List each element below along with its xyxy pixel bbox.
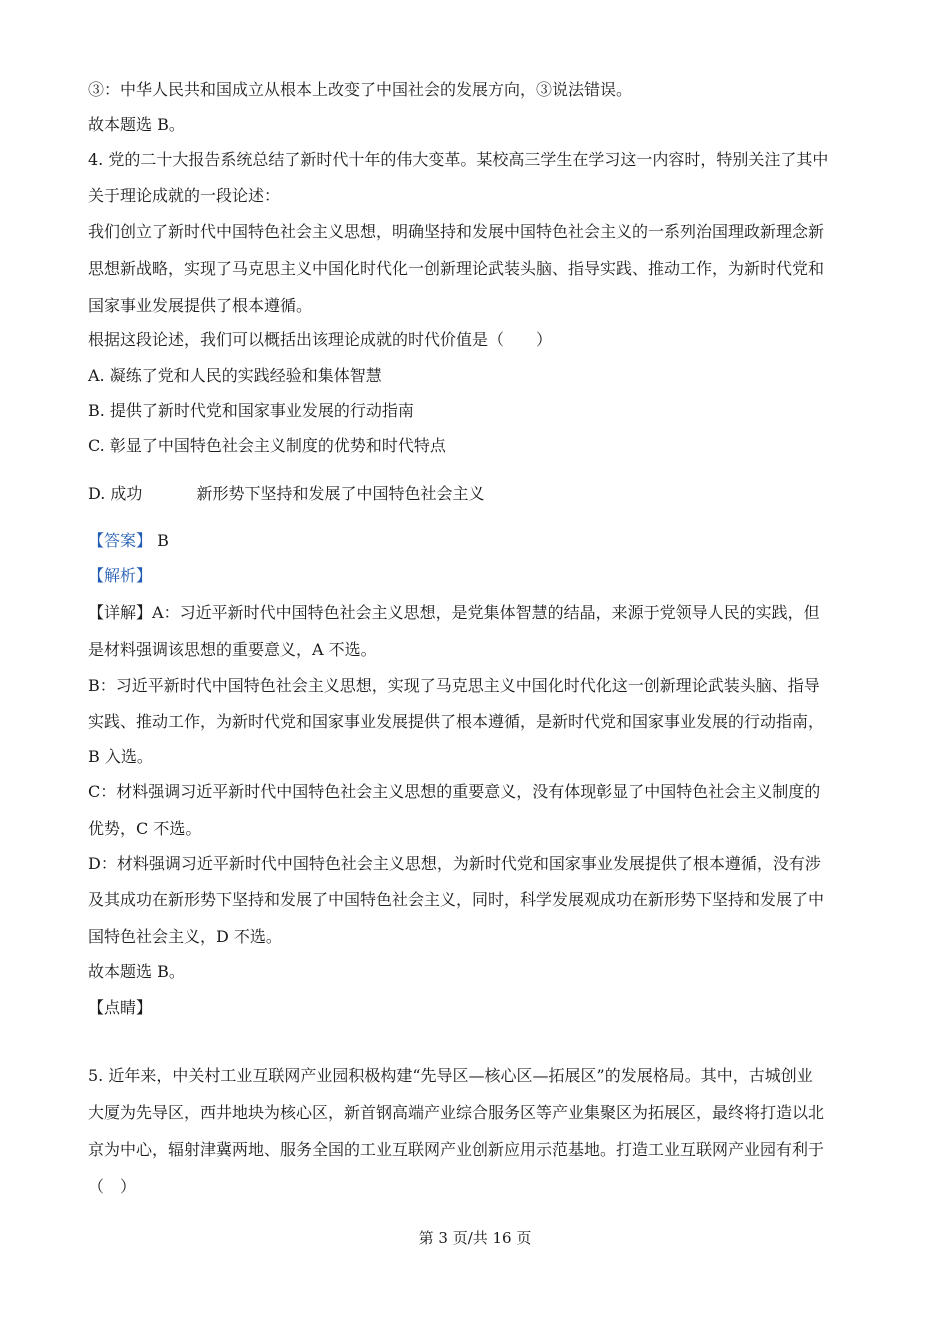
detail-line-4: 实践、推动工作，为新时代党和国家事业发展提供了根本遵循，是新时代党和国家事业发展的行动指南， — [88, 712, 825, 731]
detail-line-1 — [88, 603, 820, 623]
detail-text: A：习近平新时代中国特色社会主义思想，是党集体智慧的结晶，来源于党领导人民的实践，但 — [152, 603, 820, 622]
q5-stem-line-3: 京为中心，辐射津冀两地、服务全国的工业互联网产业创新应用示范基地。打造工业互联网产业园有利于 — [88, 1140, 825, 1159]
q4-quote-line-1: 我们创立了新时代中国特色社会主义思想，明确坚持和发展中国特色社会主义的一系列治国理政新理念新 — [88, 222, 825, 241]
detail-line-11: 故本题选 B。 — [88, 962, 185, 981]
q4-stem-line-2: 关于理论成就的一段论述： — [88, 186, 281, 205]
detail-line-3: B：习近平新时代中国特色社会主义思想，实现了马克思主义中国化时代化这一创新理论武装头脑、指导 — [88, 676, 820, 695]
q4-quote-line-3: 国家事业发展提供了根本遵循。 — [88, 296, 313, 315]
q4-quote-line-2: 思想新战略，实现了马克思主义中国化时代化一创新理论武装头脑、指导实践、推动工作，为新时代党和 — [88, 259, 825, 278]
page-footer: 第 3 页/共 16 页 — [418, 1229, 532, 1247]
detail-line-5: B 入选。 — [88, 747, 153, 766]
prev-analysis-line: ③：中华人民共和国成立从根本上改变了中国社会的发展方向，③说法错误。 — [88, 80, 633, 99]
analysis-tag: 【解析】 — [88, 566, 153, 585]
answer-value: B — [157, 531, 169, 550]
q5-stem-line-4: （ ） — [88, 1177, 137, 1196]
q4-option-d-rest: 新形势下坚持和发展了中国特色社会主义 — [196, 484, 485, 503]
detail-line-7: 优势，C 不选。 — [88, 819, 202, 838]
detail-tag: 【详解】 — [88, 603, 153, 622]
q4-option-a: A. 凝练了党和人民的实践经验和集体智慧 — [88, 366, 382, 385]
q4-option-d-prefix: D. 成功 — [88, 484, 143, 503]
detail-line-8: D：材料强调习近平新时代中国特色社会主义思想，为新时代党和国家事业发展提供了根本遵循，没有涉 — [88, 854, 821, 873]
comment-tag: 【点睛】 — [88, 998, 153, 1017]
detail-line-2: 是材料强调该思想的重要意义，A 不选。 — [88, 640, 377, 659]
detail-line-10: 国特色社会主义，D 不选。 — [88, 927, 282, 946]
q4-question: 根据这段论述，我们可以概括出该理论成就的时代价值是（ ） — [88, 330, 553, 349]
q4-option-d — [88, 484, 484, 504]
q4-option-b: B. 提供了新时代党和国家事业发展的行动指南 — [88, 401, 414, 420]
detail-line-6: C：材料强调习近平新时代中国特色社会主义思想的重要意义，没有体现彰显了中国特色社会主义制度的 — [88, 782, 821, 801]
q4-stem-line-1: 4. 党的二十大报告系统总结了新时代十年的伟大变革。某校高三学生在学习这一内容时，特别关注了其中 — [88, 150, 829, 169]
q5-stem-line-2: 大厦为先导区，西井地块为核心区，新首钢高端产业综合服务区等产业集聚区为拓展区，最终将打造以北 — [88, 1103, 825, 1122]
q4-option-c: C. 彰显了中国特色社会主义制度的优势和时代特点 — [88, 436, 446, 455]
q5-stem-line-1: 5. 近年来，中关村工业互联网产业园积极构建“先导区—核心区—拓展区”的发展格局。其中，古城创业 — [88, 1066, 813, 1085]
prev-conclusion: 故本题选 B。 — [88, 115, 185, 134]
q4-answer — [88, 531, 169, 551]
answer-tag: 【答案】 — [88, 531, 153, 550]
detail-line-9: 及其成功在新形势下坚持和发展了中国特色社会主义，同时，科学发展观成功在新形势下坚持和发展了中 — [88, 890, 825, 909]
